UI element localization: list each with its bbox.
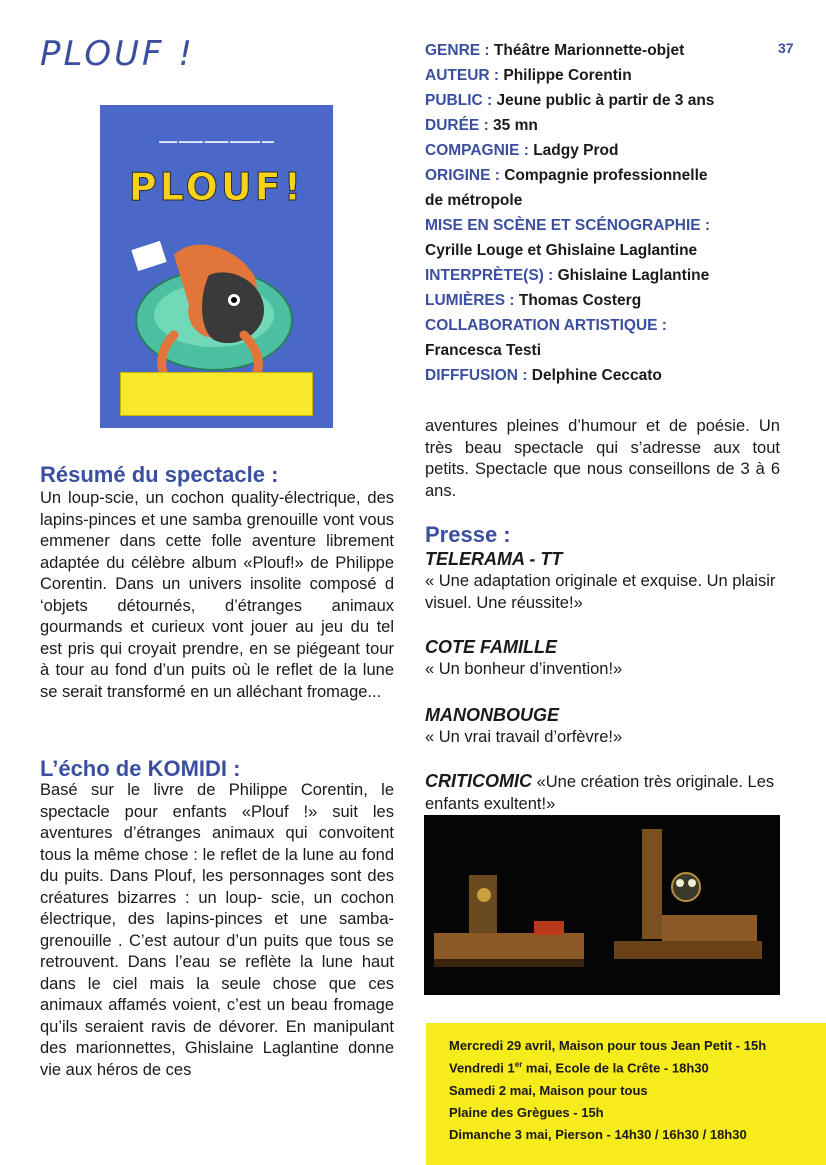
info-distribution: DIFFFUSION : Delphine Ceccato bbox=[425, 367, 662, 384]
poster-caption-band bbox=[120, 372, 313, 416]
date-line: Dimanche 3 mai, Pierson - 14h30 / 16h30 / 18h30 bbox=[449, 1127, 747, 1142]
info-lighting: LUMIÈRES : Thomas Costerg bbox=[425, 292, 642, 309]
info-company: COMPAGNIE : Ladgy Prod bbox=[425, 142, 619, 159]
presse-heading: Presse : bbox=[425, 522, 511, 547]
press-source: TELERAMA - TT bbox=[425, 549, 563, 569]
press-quote: « Une adaptation originale et exquise. Un plaisir visuel. Une réussite!» bbox=[425, 572, 776, 612]
show-poster bbox=[100, 105, 333, 428]
press-review-cote-famille bbox=[425, 636, 785, 680]
echo-heading: L’écho de KOMIDI : bbox=[40, 756, 241, 781]
info-performers: INTERPRÈTE(S) : Ghislaine Laglantine bbox=[425, 267, 710, 284]
page-number: 37 bbox=[778, 40, 794, 56]
echo-text-continuation: aventures pleines d’humour et de poésie. Un très beau spectacle qui s’adresse aux tout petits. Spectacle que nous conseillons de 3 à 6 ans. bbox=[425, 417, 780, 500]
info-genre: GENRE : Théâtre Marionnette-objet bbox=[425, 42, 685, 59]
show-info-list bbox=[425, 38, 795, 388]
info-collaboration: COLLABORATION ARTISTIQUE : bbox=[425, 317, 667, 334]
press-source: CRITICOMIC bbox=[425, 771, 532, 791]
press-quote: «Une création très originale. Les enfants exultent!» bbox=[425, 773, 775, 813]
info-direction-names: Cyrille Louge et Ghislaine Laglantine bbox=[425, 242, 698, 259]
stage-photo bbox=[424, 815, 780, 995]
press-quote: « Un bonheur d’invention!» bbox=[425, 660, 623, 678]
info-audience: PUBLIC : Jeune public à partir de 3 ans bbox=[425, 92, 715, 109]
date-line: Plaine des Grègues - 15h bbox=[449, 1105, 604, 1120]
press-source: COTE FAMILLE bbox=[425, 637, 557, 657]
info-duration: DURÉE : 35 mn bbox=[425, 117, 538, 134]
info-origin: ORIGINE : Compagnie professionnelle bbox=[425, 167, 708, 184]
press-quote: « Un vrai travail d’orfèvre!» bbox=[425, 728, 623, 746]
poster-logo: PLOUF! bbox=[128, 165, 305, 209]
poster-top-caption: ▬▬▬ ▬▬▬▬ ▬▬▬▬ ▬▬▬▬▬ ▬▬ bbox=[159, 139, 274, 145]
info-direction: MISE EN SCÈNE ET SCÉNOGRAPHIE : bbox=[425, 217, 711, 234]
info-origin-continued: de métropole bbox=[425, 192, 523, 209]
date-line: Mercredi 29 avril, Maison pour tous Jean Petit - 15h bbox=[449, 1038, 767, 1053]
resume-heading: Résumé du spectacle : bbox=[40, 462, 279, 487]
press-review-manonbouge bbox=[425, 704, 785, 748]
performance-dates bbox=[426, 1023, 826, 1165]
press-review-telerama bbox=[425, 548, 785, 614]
info-author: AUTEUR : Philippe Corentin bbox=[425, 67, 632, 84]
echo-text: Basé sur le livre de Philippe Corentin, le spectacle pour enfants «Plouf !» suit les aventures d’étranges animaux qui convoitent tous la même chose : le reflet de la lune au fond du puits. Dans Plouf, les personnages sont des créatures bizarres : un loup- scie, un cochon électrique, des lapins-pinces et une samba-grenouille . C’est autour d’un puits que tous se retrouvent. Dans l’eau se reflète la lune haut dans le ciel mais la seule chose que ces animaux affamés voient, c’est un beau fromage qu’ils seraient ravis de dévorer. En manipulant des marionnettes, Ghislaine Laglantine donne vie aux héros de ces bbox=[40, 781, 394, 1079]
page-title: PLOUF ! bbox=[40, 34, 196, 74]
date-line: Samedi 2 mai, Maison pour tous bbox=[449, 1083, 648, 1098]
info-collaboration-name: Francesca Testi bbox=[425, 342, 542, 359]
press-source: MANONBOUGE bbox=[425, 705, 559, 725]
date-line: Vendredi 1er mai, Ecole de la Crête - 18h30 bbox=[449, 1060, 709, 1076]
press-review-criticomic bbox=[425, 770, 785, 815]
resume-text: Un loup-scie, un cochon quality-électrique, des lapins-pinces et une samba grenouille vont vous emmener dans cette folle aventure librement adaptée du célèbre album «Plouf!» de Philippe Corentin. Dans un univers insolite composé d ‘objets détournés, d’étranges animaux gourmands et curieux vont jouer au jeu du tel est pris qui croyait prendre, en se piégeant tour à tour au fond d’un puits où le reflet de la lune se serait transformé en un alléchant fromage... bbox=[40, 489, 394, 701]
